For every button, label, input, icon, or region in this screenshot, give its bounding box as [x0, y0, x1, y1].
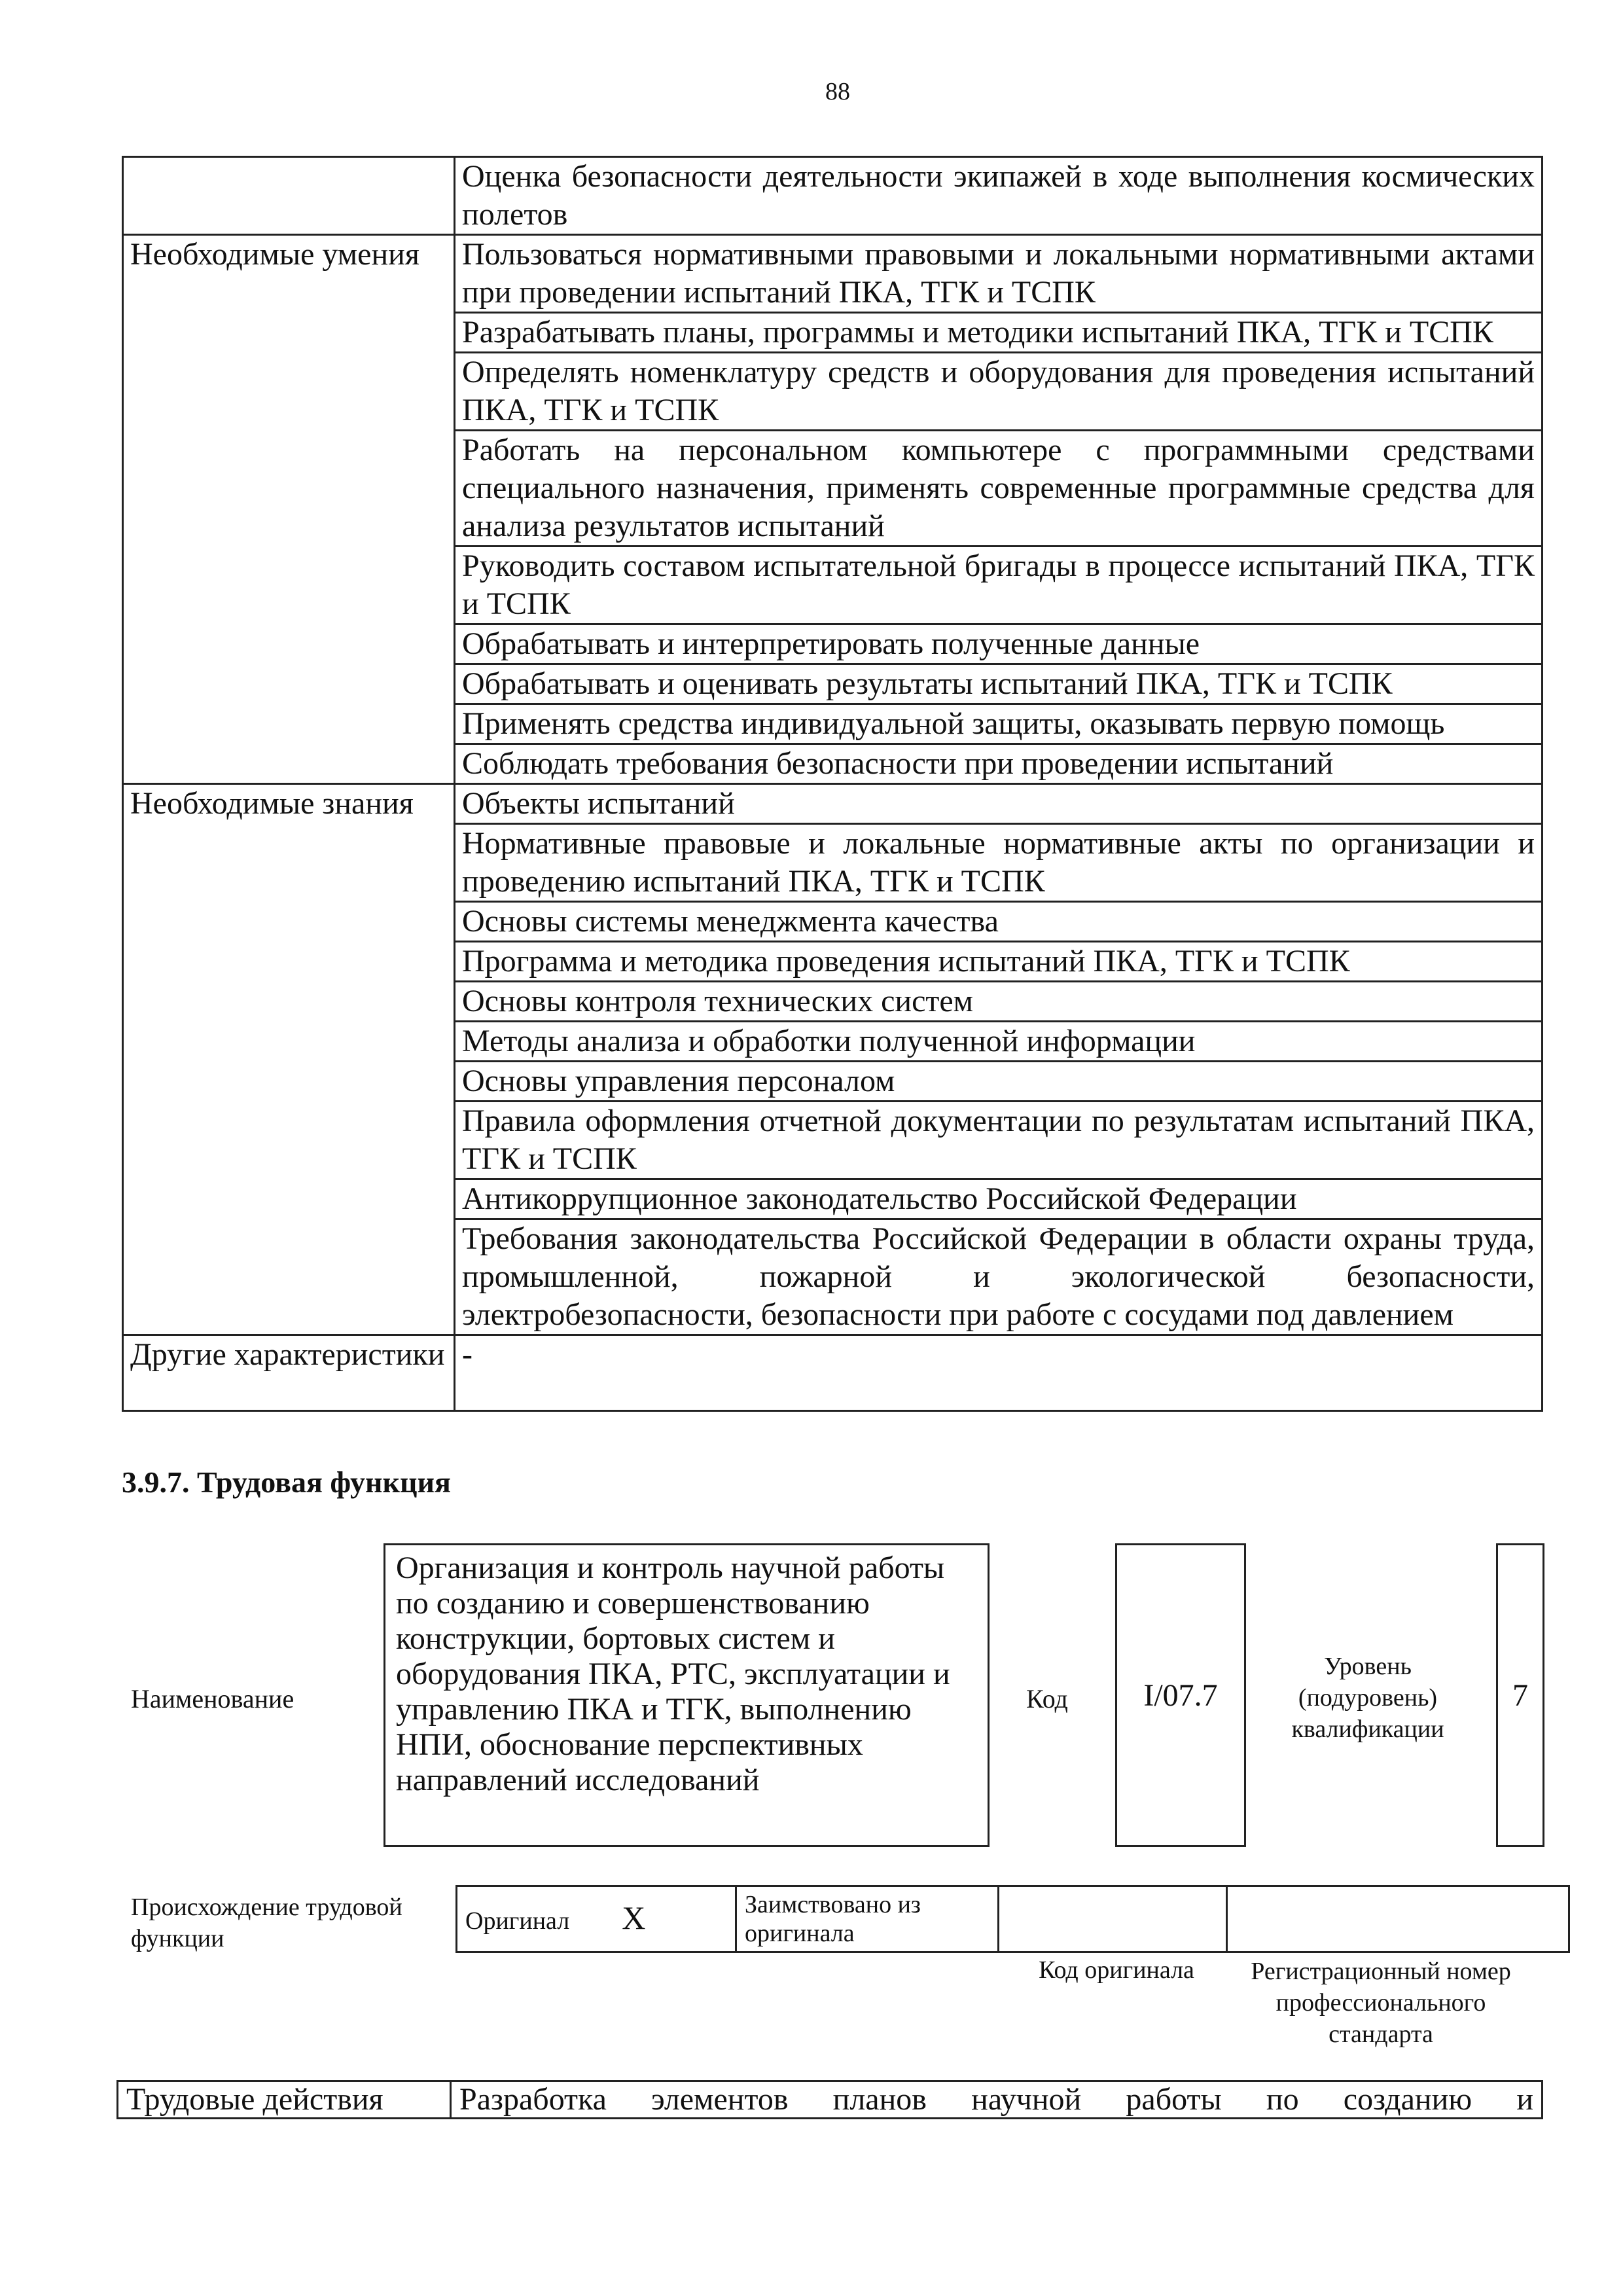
- origin-reg-cell: [1227, 1886, 1569, 1952]
- requirement-item: Объекты испытаний: [455, 784, 1543, 824]
- requirement-item: Руководить составом испытательной бригады в процессе испытаний ПКА, ТГК и ТСПК: [455, 547, 1543, 624]
- requirement-item: Нормативные правовые и локальные нормативные акты по организации и проведению испытаний ПКА, ТГК и ТСПК: [455, 824, 1543, 902]
- row-group-label: Необходимые умения: [123, 235, 455, 784]
- requirement-item: Обрабатывать и интерпретировать полученные данные: [455, 624, 1543, 664]
- requirement-item: Требования законодательства Российской Федерации в области охраны труда, промышленной, пожарной и экологической безопасности, электробезопасности, безопасности при работе с сосудами под давлением: [455, 1219, 1543, 1335]
- requirement-item: Пользоваться нормативными правовыми и локальными нормативными актами при проведении испытаний ПКА, ТГК и ТСПК: [455, 235, 1543, 313]
- qualification-level-value: 7: [1496, 1543, 1544, 1847]
- actions-label: Трудовые действия: [118, 2081, 451, 2119]
- row-group-label: Другие характеристики: [123, 1335, 455, 1411]
- code-value: I/07.7: [1115, 1543, 1246, 1847]
- actions-table: [116, 2080, 1543, 2119]
- requirement-item: Программа и методика проведения испытаний ПКА, ТГК и ТСПК: [455, 942, 1543, 982]
- name-label: Наименование: [131, 1684, 294, 1713]
- requirement-item: Антикоррупционное законодательство Российской Федерации: [455, 1179, 1543, 1219]
- requirement-item: Основы управления персоналом: [455, 1062, 1543, 1102]
- requirement-item: Работать на персональном компьютере с программными средствами специального назначения, применять современные программные средства для анализа результатов испытаний: [455, 431, 1543, 547]
- requirement-item: Применять средства индивидуальной защиты, оказывать первую помощь: [455, 704, 1543, 744]
- origin-borrowed-label: Заимствовано из оригинала: [736, 1886, 999, 1952]
- requirement-item: -: [455, 1335, 1543, 1411]
- table-row: [123, 1335, 1543, 1411]
- origin-table: [455, 1885, 1570, 1953]
- qualification-level-label: Уровень (подуровень) квалификации: [1291, 1653, 1444, 1743]
- requirement-item: Определять номенклатуру средств и оборудования для проведения испытаний ПКА, ТГК и ТСПК: [455, 353, 1543, 431]
- page-number: 88: [825, 78, 850, 105]
- code-label: Код: [1026, 1684, 1068, 1713]
- origin-original-cell: [457, 1886, 736, 1952]
- section-heading: 3.9.7. Трудовая функция: [122, 1465, 451, 1499]
- requirement-item: Основы системы менеджмента качества: [455, 902, 1543, 942]
- requirement-item: Оценка безопасности деятельности экипажей в ходе выполнения космических полетов: [455, 157, 1543, 235]
- table-row: [123, 157, 1543, 235]
- origin-code-caption: Код оригинала: [1039, 1956, 1194, 1984]
- row-group-label: Необходимые знания: [123, 784, 455, 1335]
- function-name-value: Организация и контроль научной работы по созданию и совершенствованию конструкции, бортовых систем и оборудования ПКА, РТС, эксплуатации и управлению ПКА и ТГК, выполнению НПИ, обоснование перспективных направлений исследований: [383, 1543, 990, 1847]
- actions-first-item: Разработка элементов планов научной работы по созданию и: [451, 2081, 1543, 2119]
- requirement-item: Разрабатывать планы, программы и методики испытаний ПКА, ТГК и ТСПК: [455, 313, 1543, 353]
- characteristics-table: [122, 156, 1543, 1412]
- origin-code-cell: [999, 1886, 1227, 1952]
- table-row: [123, 784, 1543, 824]
- requirement-item: Правила оформления отчетной документации по результатам испытаний ПКА, ТГК и ТСПК: [455, 1102, 1543, 1179]
- row-group-label: [123, 157, 455, 235]
- origin-original-label: Оригинал: [465, 1907, 570, 1935]
- requirement-item: Обрабатывать и оценивать результаты испытаний ПКА, ТГК и ТСПК: [455, 664, 1543, 704]
- requirement-item: Основы контроля технических систем: [455, 982, 1543, 1022]
- table-row: [123, 235, 1543, 313]
- origin-label: Происхождение трудовой функции: [131, 1893, 402, 1952]
- origin-original-mark: X: [622, 1899, 646, 1936]
- origin-reg-caption: Регистрационный номер профессионального стандарта: [1251, 1958, 1511, 2048]
- requirement-item: Соблюдать требования безопасности при проведении испытаний: [455, 744, 1543, 784]
- requirement-item: Методы анализа и обработки полученной информации: [455, 1022, 1543, 1062]
